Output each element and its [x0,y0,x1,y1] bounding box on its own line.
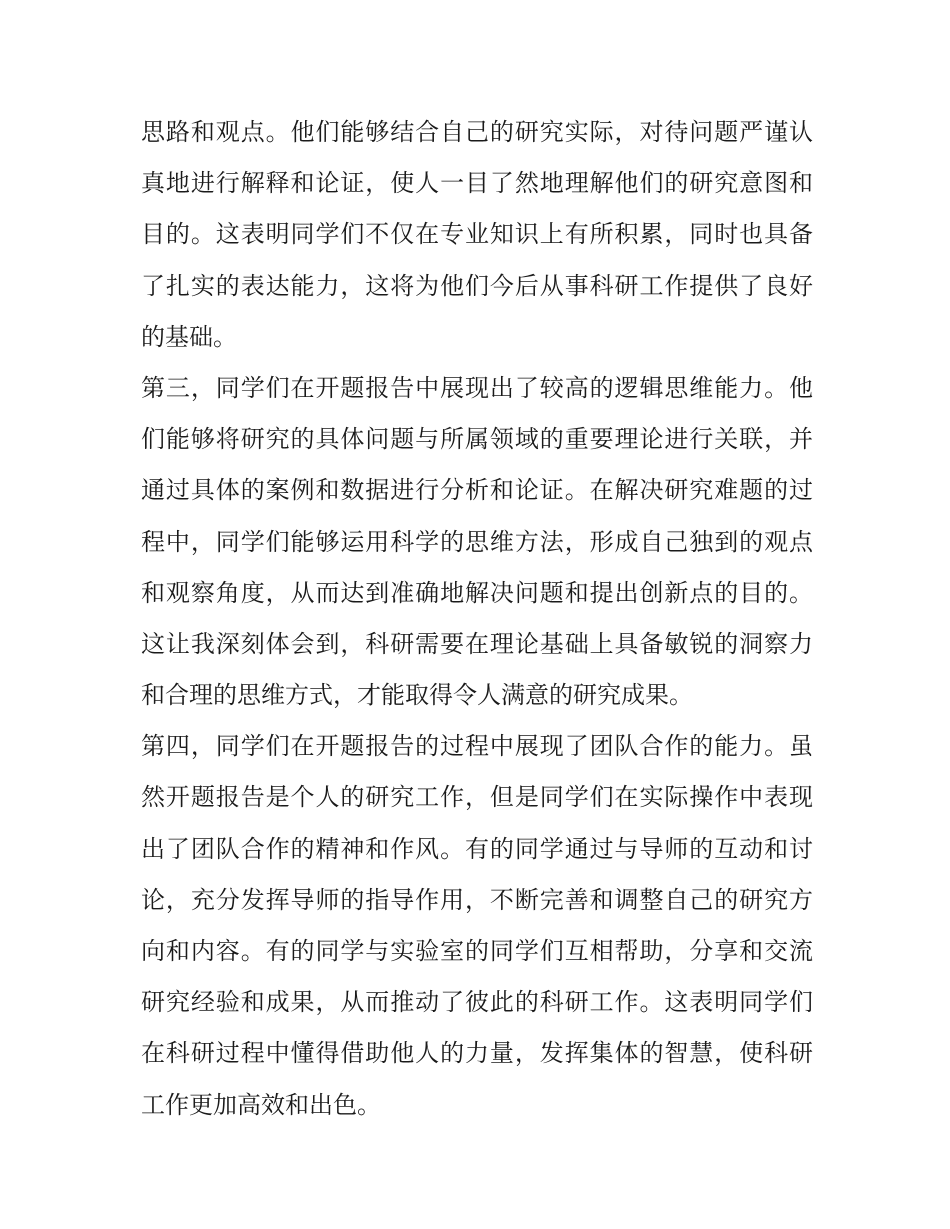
text-line: 了扎实的表达能力，这将为他们今后从事科研工作提供了良好 [141,271,813,300]
text-line: 们能够将研究的具体问题与所属领域的重要理论进行关联，并 [141,425,813,454]
text-line: 思路和观点。他们能够结合自己的研究实际，对待问题严谨认 [141,118,813,146]
text-line: 然开题报告是个人的研究工作，但是同学们在实际操作中表现 [141,783,813,812]
text-line: 工作更加高效和出色。 [141,1090,381,1119]
text-line: 目的。这表明同学们不仅在专业知识上有所积累，同时也具备 [141,220,813,249]
text-line: 研究经验和成果，从而推动了彼此的科研工作。这表明同学们 [141,988,813,1017]
paragraph-3 [141,721,813,1131]
text-line: 和合理的思维方式，才能取得令人满意的研究成果。 [141,681,693,710]
paragraph-2 [141,363,813,721]
text-line: 向和内容。有的同学与实验室的同学们互相帮助，分享和交流 [141,937,813,965]
text-line: 在科研过程中懂得借助他人的力量，发挥集体的智慧，使科研 [141,1039,813,1068]
paragraph-1 [141,107,813,363]
text-line: 出了团队合作的精神和作风。有的同学通过与导师的互动和讨 [141,834,813,863]
text-line: 第四，同学们在开题报告的过程中展现了团队合作的能力。虽 [141,732,813,761]
text-line: 通过具体的案例和数据进行分析和论证。在解决研究难题的过 [141,476,813,505]
text-line: 论，充分发挥导师的指导作用，不断完善和调整自己的研究方 [141,885,813,914]
document-body [141,107,813,1131]
text-line: 这让我深刻体会到，科研需要在理论基础上具备敏锐的洞察力 [141,629,813,658]
text-line: 的基础。 [141,322,237,351]
text-line: 真地进行解释和论证，使人一目了然地理解他们的研究意图和 [141,169,813,198]
text-line: 程中，同学们能够运用科学的思维方法，形成自己独到的观点 [141,527,813,556]
text-line: 和观察角度，从而达到准确地解决问题和提出创新点的目的。 [141,578,813,607]
text-line: 第三，同学们在开题报告中展现出了较高的逻辑思维能力。他 [141,373,813,402]
